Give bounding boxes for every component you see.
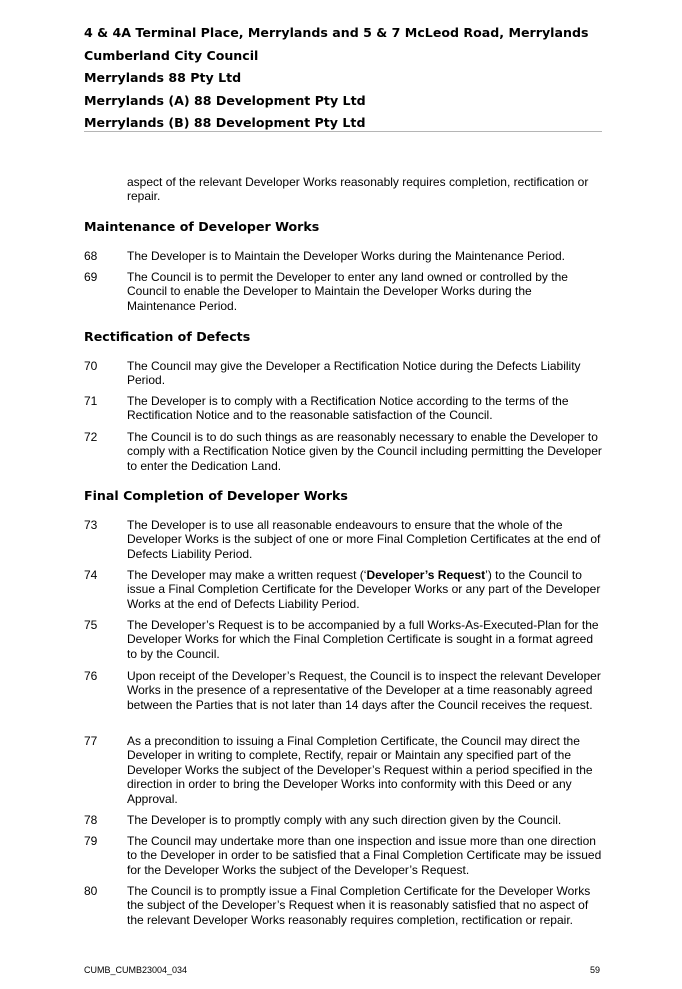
clause-text: The Developer’s Request is to be accompanied by a full Works-As-Executed-Plan for the Developer Works for which the Final Completion Certificate is sought in a format agreed to by the Council. [127, 618, 599, 661]
clause-number: 79 [84, 834, 98, 848]
document-header [84, 22, 600, 135]
header-developer-b: Merrylands (B) 88 Development Pty Ltd [84, 115, 366, 130]
clause-number: 71 [84, 394, 98, 408]
clause-text: Upon receipt of the Developer’s Request, the Council is to inspect the relevant Developer Works in the presence of a representative of the Developer at a time reasonably agreed between the Parties that is not later than 14 days after the Council receives the request. [127, 669, 601, 712]
clause-text: As a precondition to issuing a Final Completion Certificate, the Council may direct the Developer in writing to complete, Rectify, repair or Maintain any specified part of the Developer Works the subject of the Developer’s Request within a period specified in the direction in order to bring the Developer Works into conformity with this Deed or any Approval. [127, 734, 593, 806]
clause-68 [84, 249, 602, 263]
clause-number: 72 [84, 430, 98, 444]
clause-80 [84, 884, 602, 927]
clause-text: The Developer may make a written request (‘Developer’s Request’) to the Council to issue a Final Completion Certificate for the Developer Works or any part of the Developer Works at the end of Defects Liability Period. [127, 568, 601, 611]
clause-text: The Council may undertake more than one inspection and issue more than one direction to the Developer in order to be satisfied that a Final Completion Certificate may be issued for the Developer Works the subject of the Developer’s Request. [127, 834, 602, 877]
continuation-paragraph: aspect of the relevant Developer Works reasonably requires completion, rectification or repair. [127, 175, 589, 204]
clause-78 [84, 813, 602, 827]
clause-74 [84, 568, 602, 611]
clause-text: The Council is to do such things as are reasonably necessary to enable the Developer to comply with a Rectification Notice given by the Council including permitting the Developer to enter the Dedication Land. [127, 430, 602, 473]
header-developer-a: Merrylands (A) 88 Development Pty Ltd [84, 92, 366, 108]
clause-text: The Developer is to promptly comply with any such direction given by the Council. [127, 813, 562, 827]
header-divider [84, 131, 602, 132]
clause-75 [84, 618, 602, 661]
clause-number: 80 [84, 884, 98, 898]
clause-number: 76 [84, 669, 98, 683]
clause-number: 69 [84, 270, 98, 284]
clause-text: The Council may give the Developer a Rectification Notice during the Defects Liability Period. [127, 359, 581, 388]
clause-text: The Developer is to Maintain the Developer Works during the Maintenance Period. [127, 249, 566, 263]
clause-77 [84, 734, 602, 806]
header-council: Cumberland City Council [84, 47, 259, 63]
clause-number: 77 [84, 734, 98, 748]
header-project-title: 4 & 4A Terminal Place, Merrylands and 5 & 7 McLeod Road, Merrylands [84, 25, 589, 40]
defined-term: Developer’s Request [366, 568, 486, 582]
footer-document-id: CUMB_CUMB23004_034 [84, 965, 188, 975]
clause-73 [84, 518, 602, 561]
clause-72 [84, 430, 602, 473]
clause-text: The Council is to promptly issue a Final Completion Certificate for the Developer Works the subject of the Developer’s Request when it is reasonably satisfied that no aspect of the relevant Developer Works reasonably requires completion, rectification or repair. [127, 884, 591, 927]
heading-final-completion: Final Completion of Developer Works [84, 488, 348, 503]
header-developer: Merrylands 88 Pty Ltd [84, 70, 242, 85]
clause-79 [84, 834, 602, 877]
clause-number: 73 [84, 518, 98, 532]
heading-rectification: Rectification of Defects [84, 329, 251, 344]
clause-number: 78 [84, 813, 98, 827]
clause-number: 70 [84, 359, 98, 373]
clause-number: 68 [84, 249, 98, 263]
clause-69 [84, 270, 602, 313]
heading-maintenance: Maintenance of Developer Works [84, 219, 320, 234]
footer-page-number: 59 [590, 965, 601, 975]
clause-text: The Developer is to use all reasonable endeavours to ensure that the whole of the Developer Works is the subject of one or more Final Completion Certificates at the end of Defects Liability Period. [127, 518, 601, 561]
clause-number: 75 [84, 618, 98, 632]
clause-71 [84, 394, 602, 423]
clause-number: 74 [84, 568, 98, 582]
clause-text: The Council is to permit the Developer to enter any land owned or controlled by the Council to enable the Developer to Maintain the Developer Works during the Maintenance Period. [127, 270, 568, 313]
clause-76 [84, 669, 602, 712]
clause-text: The Developer is to comply with a Rectification Notice according to the terms of the Rectification Notice and to the reasonable satisfaction of the Council. [127, 394, 569, 423]
clause-70 [84, 359, 602, 388]
